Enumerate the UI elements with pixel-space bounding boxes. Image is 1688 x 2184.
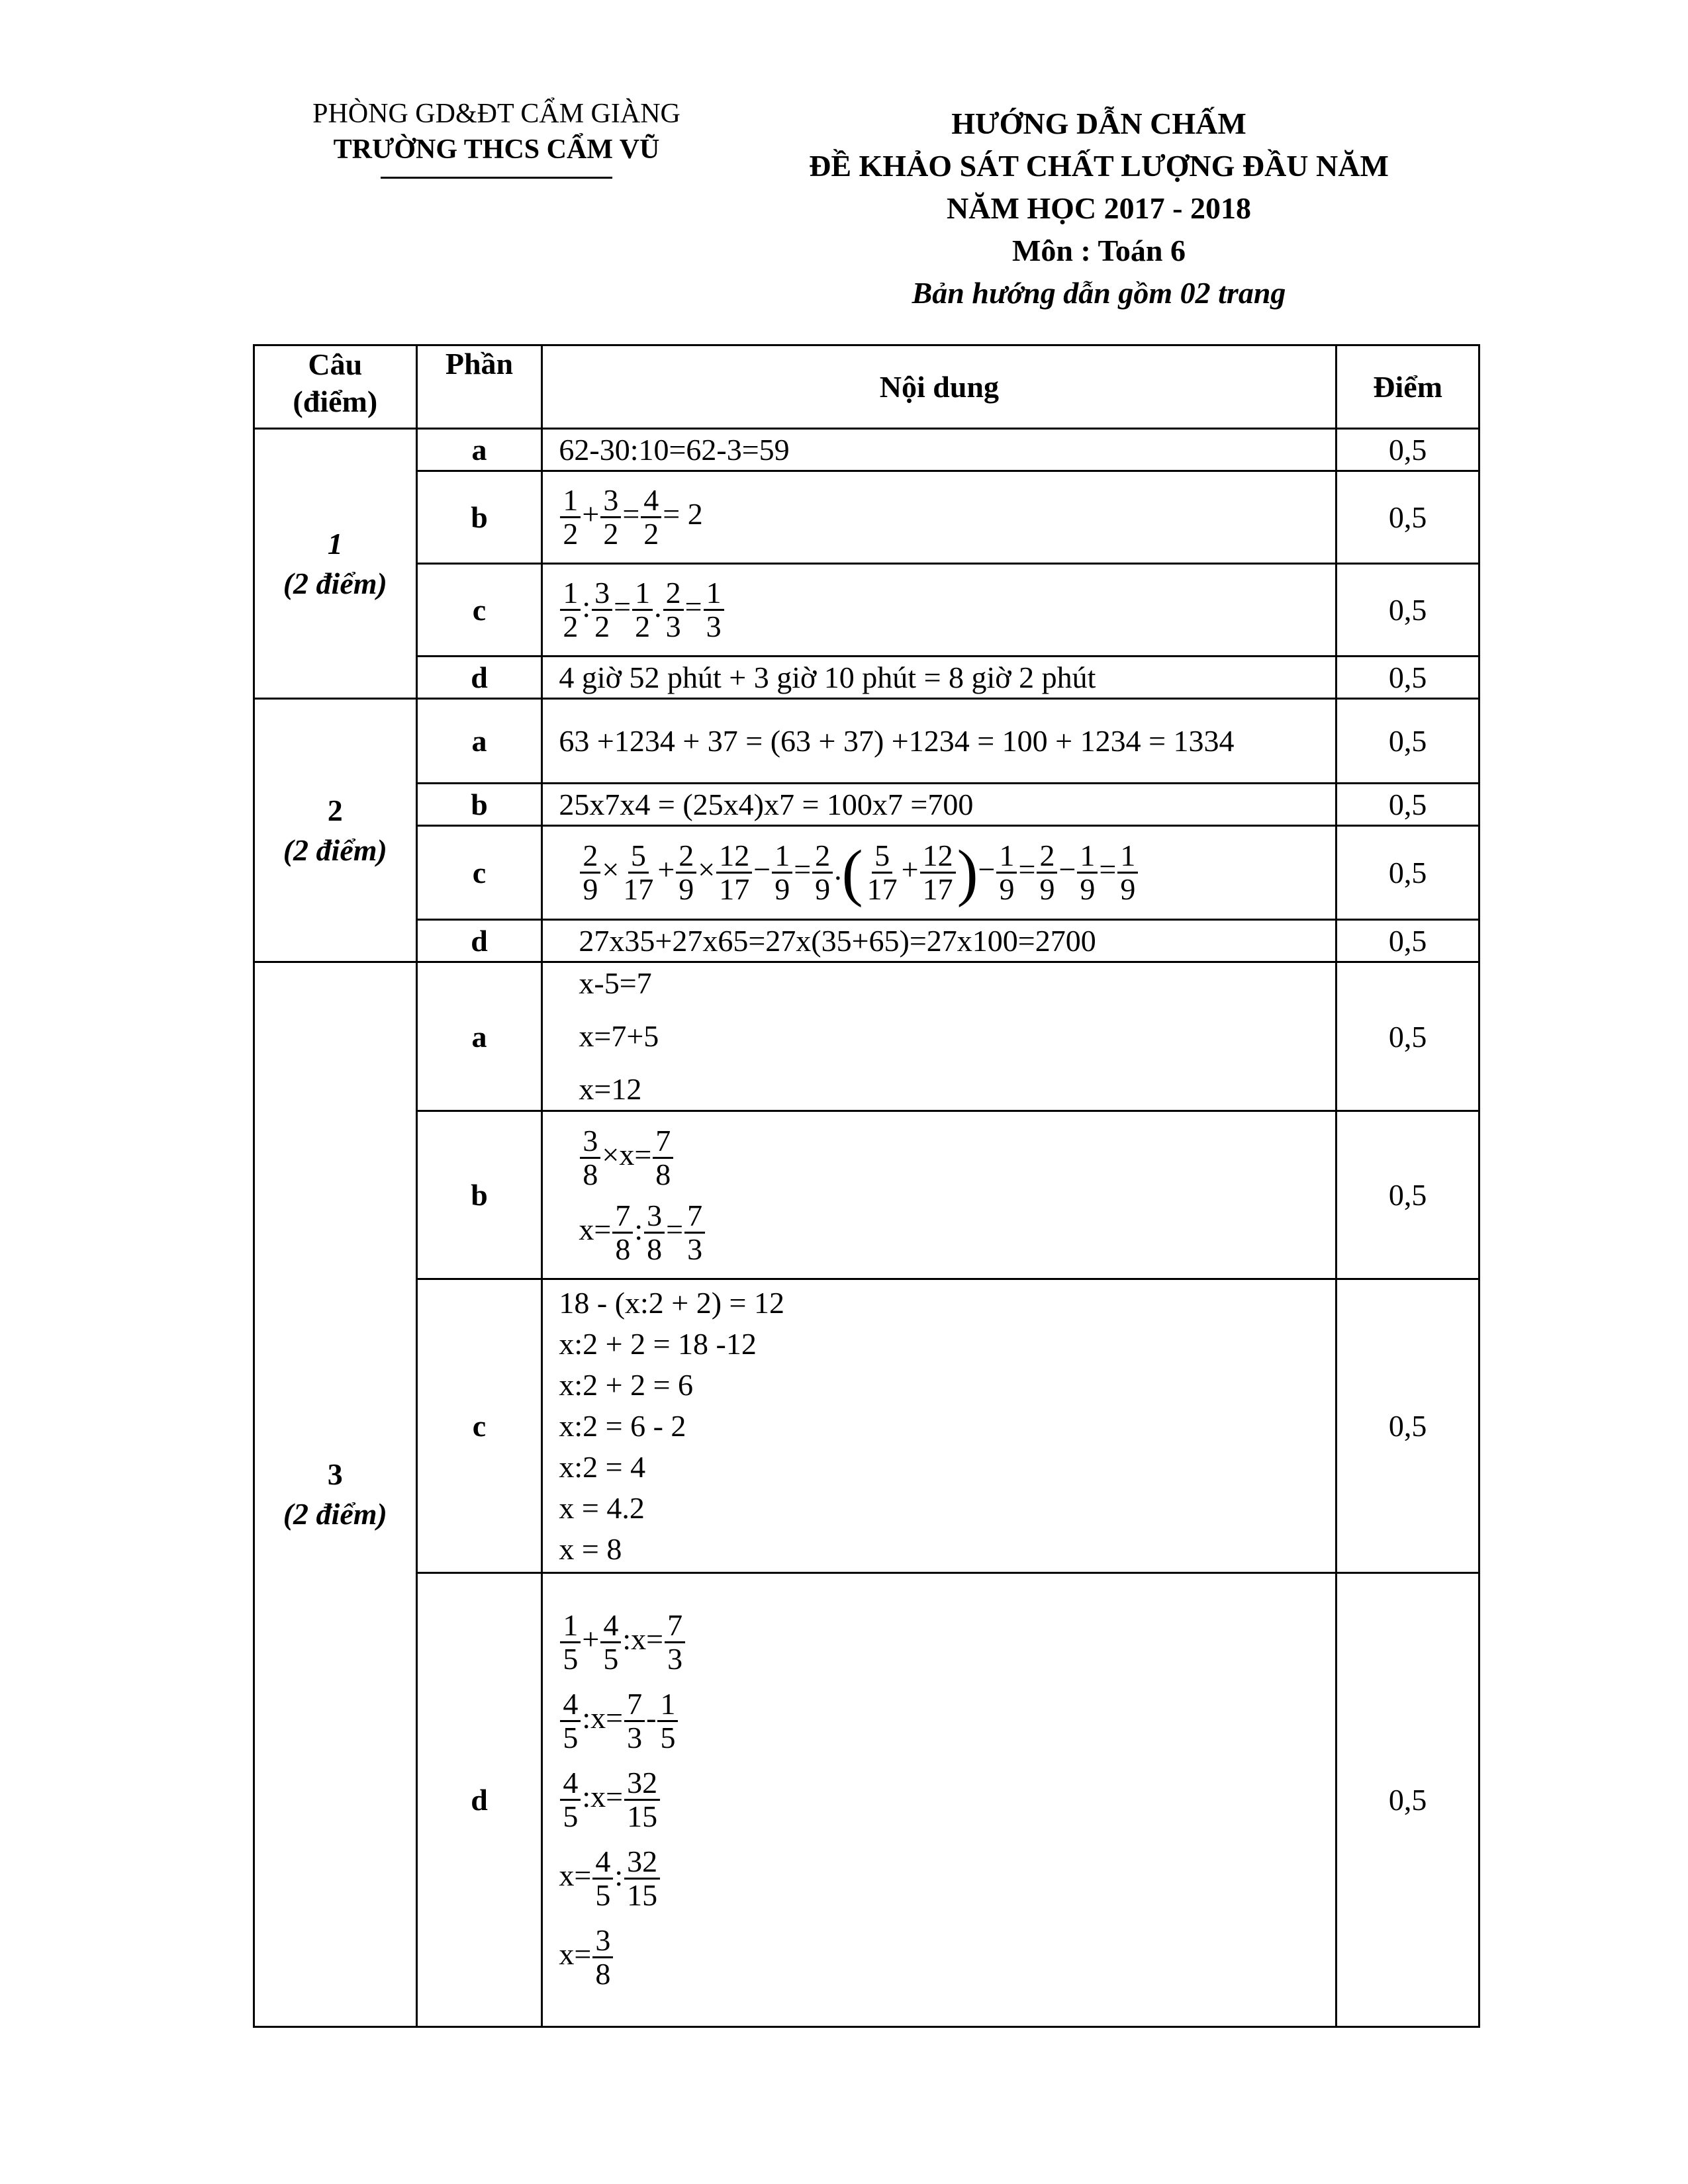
score-value: 0,5 (1336, 699, 1479, 784)
score-value: 0,5 (1336, 920, 1479, 962)
school-name: TRƯỜNG THCS CẨM VŨ (333, 134, 660, 165)
part-label: b (416, 784, 542, 826)
answer-content: $\frac{2}{9}$ × $\frac{5}{17}$ + $\frac{2}{9}$ × $\frac{12}{17}$ − $\frac{1}{9}$ = $\frac{2}{9}$ .( $\frac{5}{17}$ + $\frac{12}{17}$ )− $\frac{1}{9}$ = $\frac{2}{9}$ − $\frac{1}{9}$ = $\frac{1}{9}$ (542, 826, 1336, 920)
department-name: PHÒNG GD&ĐT CẨM GIÀNG (312, 99, 680, 129)
part-label: c (416, 826, 542, 920)
table-row (254, 1279, 1479, 1573)
part-label: b (416, 1111, 542, 1279)
exam-title: ĐỀ KHẢO SÁT CHẤT LƯỢNG ĐẦU NĂM (809, 149, 1389, 183)
header-score: Điểm (1336, 345, 1479, 429)
score-value: 0,5 (1336, 1279, 1479, 1573)
school-year: NĂM HỌC 2017 - 2018 (947, 191, 1251, 225)
score-value: 0,5 (1336, 471, 1479, 564)
pages-note: Bản hướng dẫn gồm 02 trang (912, 276, 1286, 310)
table-row (254, 429, 1479, 471)
table-row (254, 1573, 1479, 2027)
answer-content: $\frac{3}{8}$ ×x= $\frac{7}{8}$ x= $\frac{7}{8}$ : $\frac{3}{8}$ = $\frac{7}{3}$ (542, 1111, 1336, 1279)
part-label: d (416, 1573, 542, 2027)
table-row (254, 1111, 1479, 1279)
grading-table (253, 344, 1480, 2028)
answer-content: 62-30:10=62-3=59 (542, 429, 1336, 471)
table-row (254, 699, 1479, 784)
part-label: a (416, 429, 542, 471)
part-label: c (416, 564, 542, 657)
table-row (254, 564, 1479, 657)
part-label: b (416, 471, 542, 564)
title-block (748, 103, 1450, 314)
part-label: a (416, 699, 542, 784)
answer-content: 18 - (x:2 + 2) = 12 x:2 + 2 = 18 -12 x:2 + 2 = 6 x:2 = 6 - 2 x:2 = 4 x = 4.2 x = 8 (542, 1279, 1336, 1573)
answer-content: $\frac{1}{2}$ + $\frac{3}{2}$ = $\frac{4}{2}$ = 2 (542, 471, 1336, 564)
table-row (254, 920, 1479, 962)
part-label: c (416, 1279, 542, 1573)
header-question: Câu (điểm) (254, 345, 417, 429)
score-value: 0,5 (1336, 1573, 1479, 2027)
score-value: 0,5 (1336, 784, 1479, 826)
part-label: a (416, 962, 542, 1111)
table-row (254, 471, 1479, 564)
answer-content: $\frac{1}{5}$ + $\frac{4}{5}$ :x= $\frac{7}{3}$ $\frac{4}{5}$ :x= $\frac{7}{3}$ - $\frac{1}{5}$ $\frac{4}{5}$ :x= $\frac{32}{15}$ x= $\frac{4}{5}$ : $\frac{32}{15}$ x= $\frac{3}{8}$ (542, 1573, 1336, 2027)
answer-content: x-5=7 x=7+5 x=12 (542, 962, 1336, 1111)
doc-title: HƯỚNG DẪN CHẤM (951, 107, 1246, 140)
header-content: Nội dung (542, 345, 1336, 429)
table-row (254, 826, 1479, 920)
answer-content: 25x7x4 = (25x4)x7 = 100x7 =700 (542, 784, 1336, 826)
score-value: 0,5 (1336, 657, 1479, 699)
question-3-cell: 3 (2 điểm) (254, 962, 417, 2027)
table-row (254, 657, 1479, 699)
question-1-cell: 1 (2 điểm) (254, 429, 417, 699)
table-row (254, 784, 1479, 826)
score-value: 0,5 (1336, 1111, 1479, 1279)
score-value: 0,5 (1336, 962, 1479, 1111)
issuer-block (252, 96, 741, 179)
table-row (254, 962, 1479, 1111)
answer-content: $\frac{1}{2}$ : $\frac{3}{2}$ = $\frac{1}{2}$ . $\frac{2}{3}$ = $\frac{1}{3}$ (542, 564, 1336, 657)
subject: Môn : Toán 6 (1011, 234, 1186, 267)
answer-content: 63 +1234 + 37 = (63 + 37) +1234 = 100 + 1234 = 1334 (542, 699, 1336, 784)
part-label: d (416, 920, 542, 962)
answer-content: 4 giờ 52 phút + 3 giờ 10 phút = 8 giờ 2 phút (542, 657, 1336, 699)
score-value: 0,5 (1336, 429, 1479, 471)
header-row (254, 345, 1479, 429)
school-underline (381, 177, 612, 179)
score-value: 0,5 (1336, 564, 1479, 657)
part-label: d (416, 657, 542, 699)
score-value: 0,5 (1336, 826, 1479, 920)
question-2-cell: 2 (2 điểm) (254, 699, 417, 962)
answer-content: 27x35+27x65=27x(35+65)=27x100=2700 (542, 920, 1336, 962)
header-part: Phần (416, 345, 542, 429)
